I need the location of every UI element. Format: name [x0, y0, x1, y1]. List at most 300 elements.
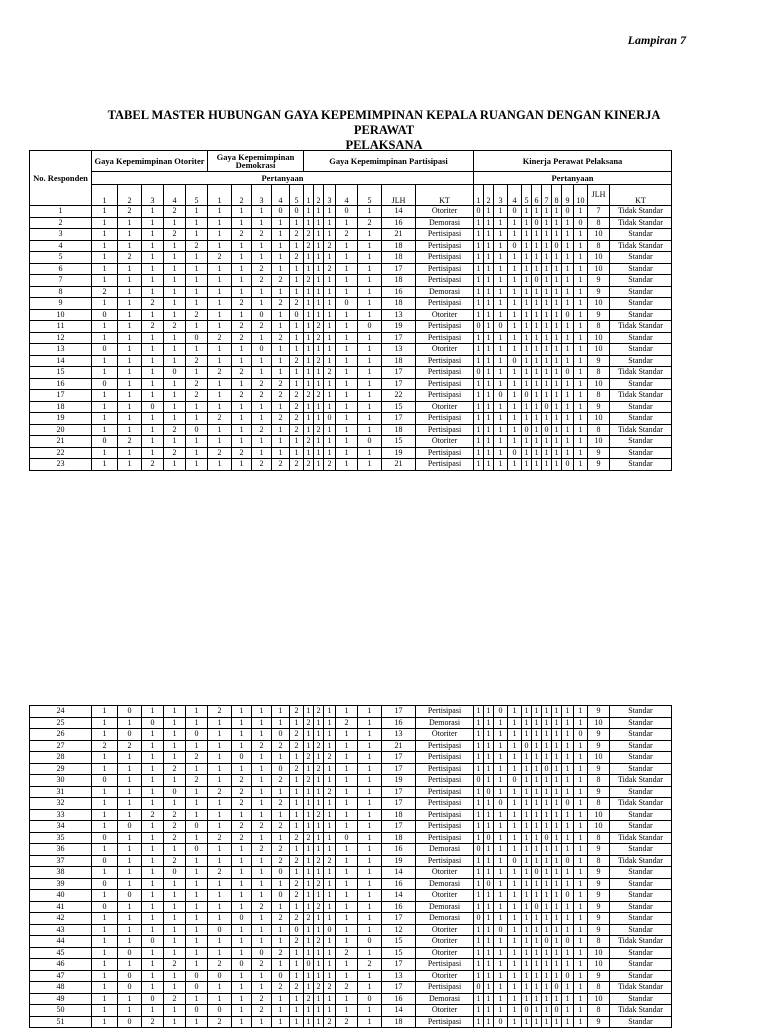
table-cell: 1 [574, 993, 588, 1005]
table-cell: 1 [118, 798, 142, 810]
table-cell: 2 [252, 424, 272, 436]
table-cell: 18 [382, 355, 416, 367]
table-cell: 1 [336, 355, 358, 367]
table-cell: 0 [494, 798, 508, 810]
table-cell: 1 [562, 901, 574, 913]
table-cell: 2 [208, 706, 232, 718]
table-cell: 1 [208, 901, 232, 913]
table-cell: 1 [522, 901, 532, 913]
table-cell: 1 [92, 959, 118, 971]
table-cell: 1 [484, 775, 494, 787]
table-cell: 1 [532, 717, 542, 729]
table-cell: 1 [336, 378, 358, 390]
table-cell: 1 [304, 809, 314, 821]
table-cell: 2 [142, 459, 164, 471]
table-cell: 1 [208, 275, 232, 287]
table-cell: 1 [232, 855, 252, 867]
table-cell: 2 [304, 390, 314, 402]
table-cell: 1 [208, 217, 232, 229]
table-cell: 9 [588, 401, 610, 413]
table-cell: 1 [552, 390, 562, 402]
table-cell: 2 [164, 763, 186, 775]
table-cell: 1 [336, 344, 358, 356]
table-cell: 1 [118, 901, 142, 913]
table-row [30, 913, 672, 925]
table-cell: 1 [522, 855, 532, 867]
table-cell: 1 [552, 706, 562, 718]
table-cell: 1 [118, 367, 142, 379]
table-cell: Pertisipasi [416, 413, 474, 425]
table-row [30, 298, 672, 310]
table-cell: 9 [30, 298, 92, 310]
table-cell: 1 [186, 867, 208, 879]
table-cell: 0 [164, 786, 186, 798]
table-cell: 1 [336, 821, 358, 833]
table-cell: 1 [208, 401, 232, 413]
table-cell: 1 [542, 321, 552, 333]
table-row [30, 959, 672, 971]
table-cell: 0 [562, 970, 574, 982]
table-cell: 1 [542, 378, 552, 390]
table-cell: 1 [304, 924, 314, 936]
table-cell: 1 [252, 240, 272, 252]
table-cell: 1 [552, 459, 562, 471]
table-cell: 1 [484, 717, 494, 729]
header-jlh: JLH [382, 185, 416, 206]
table-cell: 1 [542, 332, 552, 344]
table-cell: 0 [118, 1016, 142, 1028]
table-cell: 10 [588, 717, 610, 729]
table-cell: 1 [208, 763, 232, 775]
header-otoriter: Gaya Kepemimpinan Otoriter [92, 151, 208, 172]
table-cell: 1 [552, 970, 562, 982]
table-cell: 1 [142, 821, 164, 833]
header-pertanyaan-left: Pertanyaan [92, 172, 474, 185]
table-cell: 1 [552, 275, 562, 287]
table-cell: 1 [562, 344, 574, 356]
table-cell: 1 [574, 959, 588, 971]
table-cell: 1 [562, 982, 574, 994]
table-cell: 1 [484, 890, 494, 902]
table-cell: Tidak Standar [610, 832, 672, 844]
table-cell: 1 [474, 821, 484, 833]
table-cell: 10 [588, 344, 610, 356]
table-cell: Pertisipasi [416, 1016, 474, 1028]
table-cell: 1 [336, 786, 358, 798]
table-cell: 1 [494, 263, 508, 275]
table-cell: 1 [574, 878, 588, 890]
table-cell: 1 [508, 401, 522, 413]
table-cell: 1 [232, 275, 252, 287]
table-cell: 1 [574, 809, 588, 821]
table-cell: 2 [272, 332, 290, 344]
table-cell: 2 [272, 821, 290, 833]
table-cell: 1 [208, 355, 232, 367]
table-cell: 10 [588, 993, 610, 1005]
table-cell: 1 [92, 1016, 118, 1028]
table-row [30, 809, 672, 821]
table-cell: Demorasi [416, 286, 474, 298]
table-cell: 0 [494, 390, 508, 402]
table-cell: 1 [474, 867, 484, 879]
table-cell: 1 [208, 878, 232, 890]
table-cell: Pertisipasi [416, 855, 474, 867]
table-cell: 1 [552, 436, 562, 448]
table-cell: 17 [382, 706, 416, 718]
table-cell: 1 [232, 936, 252, 948]
table-cell: 1 [336, 763, 358, 775]
table-cell: 1 [542, 855, 552, 867]
table-cell: 1 [358, 878, 382, 890]
table-cell: Standar [610, 706, 672, 718]
table-cell: 1 [358, 832, 382, 844]
header-question-number: 3 [494, 185, 508, 206]
table-cell: 2 [186, 390, 208, 402]
table-cell: 1 [574, 775, 588, 787]
table-cell: 21 [382, 740, 416, 752]
table-cell: 2 [314, 740, 324, 752]
table-cell: 1 [562, 424, 574, 436]
table-cell: Pertisipasi [416, 252, 474, 264]
table-cell: 1 [562, 436, 574, 448]
table-cell: 1 [272, 752, 290, 764]
table-cell: 1 [552, 844, 562, 856]
table-cell: 1 [562, 924, 574, 936]
table-cell: 17 [382, 367, 416, 379]
table-cell: 1 [232, 401, 252, 413]
table-cell: 1 [272, 229, 290, 241]
table-cell: 1 [208, 717, 232, 729]
table-cell: 1 [552, 206, 562, 218]
table-cell: 1 [336, 424, 358, 436]
table-cell: 0 [186, 970, 208, 982]
table-cell: 1 [494, 344, 508, 356]
table-cell: 0 [324, 924, 336, 936]
table-cell: 0 [118, 970, 142, 982]
table-cell: 9 [588, 309, 610, 321]
table-cell: 1 [358, 913, 382, 925]
table-cell: 8 [30, 286, 92, 298]
table-cell: 2 [232, 332, 252, 344]
table-cell: 1 [118, 786, 142, 798]
table-cell: 14 [382, 1005, 416, 1017]
table-cell: Standar [610, 263, 672, 275]
table-cell: 1 [314, 344, 324, 356]
table-cell: 1 [252, 447, 272, 459]
table-cell: 2 [164, 229, 186, 241]
table-cell: 1 [304, 263, 314, 275]
table-cell: 1 [314, 867, 324, 879]
table-cell: 9 [588, 786, 610, 798]
table-cell: 2 [290, 740, 304, 752]
table-cell: 1 [522, 959, 532, 971]
table-cell: Tidak Standar [610, 775, 672, 787]
table-cell: 1 [186, 401, 208, 413]
table-cell: 1 [358, 890, 382, 902]
table-cell: 1 [272, 959, 290, 971]
table-cell: 1 [232, 970, 252, 982]
table-cell: 1 [324, 321, 336, 333]
table-cell: 17 [382, 413, 416, 425]
table-cell: 2 [314, 901, 324, 913]
table-cell: Pertisipasi [416, 298, 474, 310]
table-cell: 1 [508, 1016, 522, 1028]
table-cell: 1 [314, 436, 324, 448]
table-cell: 1 [358, 275, 382, 287]
table-cell: 1 [358, 752, 382, 764]
table-cell: 0 [474, 206, 484, 218]
table-cell: 1 [142, 447, 164, 459]
table-cell: 16 [382, 901, 416, 913]
table-cell: 1 [508, 809, 522, 821]
table-cell: 1 [314, 447, 324, 459]
table-cell: 1 [542, 901, 552, 913]
table-cell: 1 [118, 959, 142, 971]
table-cell: 1 [484, 867, 494, 879]
table-cell: 17 [382, 763, 416, 775]
table-cell: 1 [304, 355, 314, 367]
table-cell: 1 [484, 947, 494, 959]
table-cell: 2 [232, 775, 252, 787]
table-cell: 2 [272, 390, 290, 402]
table-cell: 15 [30, 367, 92, 379]
table-cell: 0 [92, 775, 118, 787]
table-cell: 1 [494, 424, 508, 436]
table-cell: 1 [186, 706, 208, 718]
table-cell: 1 [208, 229, 232, 241]
table-cell: 1 [474, 332, 484, 344]
table-cell: 15 [382, 936, 416, 948]
table-cell: 1 [252, 401, 272, 413]
table-cell: 1 [542, 390, 552, 402]
table-cell: 1 [324, 206, 336, 218]
table-cell: Pertisipasi [416, 275, 474, 287]
table-cell: 1 [142, 424, 164, 436]
table-cell: 1 [252, 332, 272, 344]
table-cell: Otoriter [416, 206, 474, 218]
table-cell: 1 [336, 459, 358, 471]
table-cell: 1 [304, 206, 314, 218]
table-cell: 1 [484, 367, 494, 379]
table-cell: 1 [92, 913, 118, 925]
table-cell: 1 [324, 436, 336, 448]
table-cell: 1 [304, 970, 314, 982]
table-cell: 1 [164, 970, 186, 982]
table-cell: 1 [118, 809, 142, 821]
table-cell: 1 [508, 436, 522, 448]
table-cell: 1 [358, 298, 382, 310]
table-cell: 1 [508, 390, 522, 402]
table-cell: 1 [232, 740, 252, 752]
table-cell: 1 [522, 752, 532, 764]
table-cell: 1 [542, 786, 552, 798]
table-cell: 1 [508, 367, 522, 379]
table-cell: 1 [542, 717, 552, 729]
title-line-2: PELAKSANA [345, 138, 423, 152]
table-cell: 1 [474, 752, 484, 764]
table-cell: 1 [508, 913, 522, 925]
table-cell: 1 [314, 263, 324, 275]
table-cell: 2 [290, 890, 304, 902]
table-cell: 0 [508, 447, 522, 459]
table-cell: 1 [522, 286, 532, 298]
table-cell: 1 [484, 309, 494, 321]
table-cell: 1 [532, 878, 542, 890]
table-cell: 2 [336, 229, 358, 241]
table-cell: 1 [532, 786, 542, 798]
table-cell: 18 [382, 1016, 416, 1028]
table-cell: Standar [610, 355, 672, 367]
table-cell: 2 [208, 252, 232, 264]
table-row [30, 786, 672, 798]
table-cell: 0 [562, 936, 574, 948]
table-cell: 1 [574, 309, 588, 321]
table-cell: 1 [522, 217, 532, 229]
header-question-number: 1 [304, 185, 314, 206]
table-cell: 9 [588, 924, 610, 936]
table-cell: 1 [290, 752, 304, 764]
table-cell: 1 [290, 798, 304, 810]
table-cell: 1 [208, 378, 232, 390]
table-cell: 1 [508, 786, 522, 798]
table-cell: 1 [552, 413, 562, 425]
table-cell: 1 [542, 775, 552, 787]
table-cell: Otoriter [416, 936, 474, 948]
table-cell: 1 [484, 286, 494, 298]
table-cell: 1 [474, 459, 484, 471]
table-cell: 2 [164, 809, 186, 821]
table-cell: 1 [304, 424, 314, 436]
table-cell: 1 [336, 401, 358, 413]
table-cell: 18 [382, 809, 416, 821]
table-cell: 2 [290, 424, 304, 436]
table-cell: 1 [142, 786, 164, 798]
table-cell: 1 [336, 240, 358, 252]
table-cell: 2 [186, 378, 208, 390]
table-cell: 1 [522, 447, 532, 459]
table-cell: 1 [314, 206, 324, 218]
table-cell: 1 [484, 993, 494, 1005]
table-cell: 2 [232, 367, 252, 379]
table-cell: 0 [336, 206, 358, 218]
table-cell: 1 [484, 855, 494, 867]
table-cell: Otoriter [416, 970, 474, 982]
table-cell: 0 [508, 355, 522, 367]
table-cell: 1 [324, 798, 336, 810]
table-cell: 2 [272, 855, 290, 867]
table-cell: 2 [118, 436, 142, 448]
table-cell: Otoriter [416, 924, 474, 936]
table-cell: 1 [118, 844, 142, 856]
table-row [30, 263, 672, 275]
table-cell: 1 [494, 378, 508, 390]
table-cell: 1 [562, 286, 574, 298]
table-cell: 1 [474, 832, 484, 844]
table-cell: 34 [30, 821, 92, 833]
table-cell: 1 [522, 367, 532, 379]
table-cell: 1 [164, 378, 186, 390]
table-cell: 1 [92, 298, 118, 310]
table-cell: 32 [30, 798, 92, 810]
table-cell: 1 [252, 913, 272, 925]
table-cell: Tidak Standar [610, 321, 672, 333]
table-cell: 1 [314, 1016, 324, 1028]
table-cell: 1 [532, 832, 542, 844]
table-cell: 1 [542, 286, 552, 298]
header-question-number: 6 [532, 185, 542, 206]
master-table-page-2 [29, 705, 672, 1028]
table-row [30, 970, 672, 982]
table-cell: 1 [494, 286, 508, 298]
table-cell: 2 [208, 1016, 232, 1028]
table-cell: 1 [484, 390, 494, 402]
table-cell: 1 [304, 447, 314, 459]
table-cell: 1 [118, 878, 142, 890]
table-cell: 1 [508, 332, 522, 344]
table-cell: 25 [30, 717, 92, 729]
table-row [30, 378, 672, 390]
table-cell: 1 [484, 263, 494, 275]
table-cell: 1 [314, 798, 324, 810]
table-cell: 1 [208, 729, 232, 741]
table-cell: 50 [30, 1005, 92, 1017]
table-row [30, 890, 672, 902]
table-cell: 1 [92, 401, 118, 413]
table-cell: 1 [522, 924, 532, 936]
table-cell: 1 [532, 206, 542, 218]
table-cell: 1 [542, 275, 552, 287]
table-cell: 1 [208, 206, 232, 218]
table-cell: 1 [494, 436, 508, 448]
table-cell: 1 [508, 993, 522, 1005]
table-cell: 2 [164, 206, 186, 218]
table-cell: 1 [208, 855, 232, 867]
header-question-number: 2 [484, 185, 494, 206]
table-cell: 0 [552, 982, 562, 994]
table-row [30, 355, 672, 367]
table-cell: 1 [252, 798, 272, 810]
table-cell: 1 [232, 993, 252, 1005]
table-cell: 2 [336, 717, 358, 729]
table-cell: 1 [92, 275, 118, 287]
table-cell: 10 [588, 947, 610, 959]
table-cell: 1 [508, 1005, 522, 1017]
table-cell: 1 [118, 913, 142, 925]
table-cell: 10 [588, 378, 610, 390]
table-cell: 1 [142, 867, 164, 879]
table-cell: 1 [542, 459, 552, 471]
table-cell: 1 [272, 263, 290, 275]
table-cell: 1 [164, 401, 186, 413]
table-cell: 0 [542, 832, 552, 844]
table-cell: 1 [532, 993, 542, 1005]
table-cell: 1 [272, 832, 290, 844]
table-cell: 1 [562, 390, 574, 402]
table-cell: 1 [474, 706, 484, 718]
table-cell: 1 [542, 844, 552, 856]
table-cell: 1 [304, 855, 314, 867]
table-cell: 1 [314, 286, 324, 298]
table-cell: 2 [314, 809, 324, 821]
table-cell: Demorasi [416, 913, 474, 925]
table-cell: 1 [484, 901, 494, 913]
table-cell: 1 [508, 286, 522, 298]
table-cell: 2 [324, 982, 336, 994]
table-cell: 1 [484, 275, 494, 287]
table-cell: 1 [574, 832, 588, 844]
table-cell: 1 [532, 401, 542, 413]
table-cell: 1 [522, 1016, 532, 1028]
